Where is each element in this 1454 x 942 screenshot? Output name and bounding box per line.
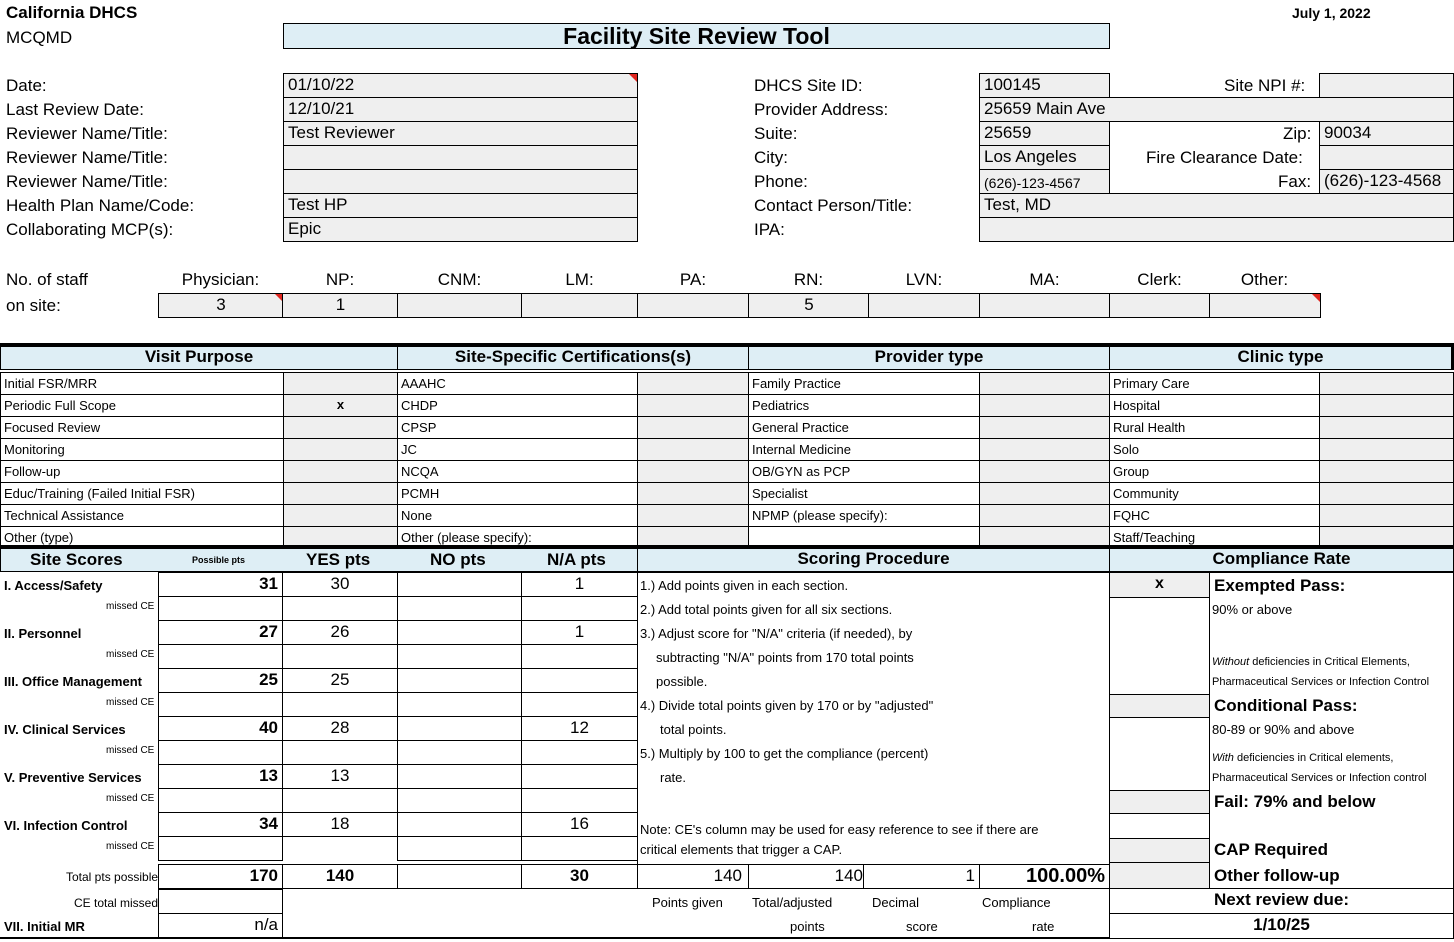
provider-type-item-label: General Practice: [748, 416, 980, 439]
form-title: Facility Site Review Tool: [283, 23, 1110, 49]
fax-label: Fax:: [1278, 172, 1312, 191]
date-field[interactable]: 01/10/22: [283, 73, 638, 98]
section-preventive-missed-field[interactable]: [158, 788, 283, 813]
fax-field[interactable]: (626)-123-4568: [1319, 169, 1454, 194]
certification-item-label: Other (please specify):: [397, 526, 638, 549]
exempted-pass-sub: 90% or above: [1212, 602, 1293, 617]
visit-purpose-item-label: Focused Review: [0, 416, 284, 439]
section-office-possible: 25: [158, 668, 283, 693]
fire-clearance-field[interactable]: [1319, 145, 1454, 170]
ce-total-field[interactable]: [158, 889, 283, 914]
next-review-label: Next review due:: [1109, 888, 1454, 914]
section-access-missed-label: missed CE: [106, 601, 155, 612]
section-personnel-yes[interactable]: 26: [282, 620, 398, 645]
visit-purpose-item-label: Monitoring: [0, 438, 284, 461]
contact-field[interactable]: Test, MD: [979, 193, 1454, 218]
staff-count-np[interactable]: 1: [282, 293, 399, 318]
certification-checkbox[interactable]: [637, 372, 749, 395]
total-adjusted-value: 140: [748, 864, 864, 889]
staff-role-rn-label: RN:: [793, 270, 824, 289]
section-personnel-missed-no: [397, 644, 522, 669]
section-infection-missed-field[interactable]: [158, 836, 283, 861]
npi-field[interactable]: [1319, 73, 1454, 98]
cap-required-label: CAP Required: [1214, 840, 1328, 859]
suite-field[interactable]: 25659: [979, 121, 1110, 146]
phone-label: Phone:: [754, 172, 808, 191]
visit-purpose-checkbox[interactable]: [283, 438, 398, 461]
provider-type-checkbox[interactable]: [979, 416, 1110, 439]
compliance-caption-2: rate: [1032, 919, 1055, 934]
staff-role-lm-label: LM:: [565, 270, 594, 289]
section-personnel-name: II. Personnel: [4, 626, 82, 641]
visit-purpose-checkbox[interactable]: [283, 416, 398, 439]
clinic-type-checkbox[interactable]: [1319, 416, 1454, 439]
clinic-type-item-label: Staff/Teaching: [1109, 526, 1320, 549]
exempted-pass-spacer: [1109, 597, 1210, 695]
provider-type-checkbox[interactable]: [979, 372, 1110, 395]
section-preventive-name: V. Preventive Services: [4, 770, 142, 785]
visit-purpose-item-label: Technical Assistance: [0, 504, 284, 527]
total-na-value: 30: [521, 864, 638, 889]
total-adjusted-caption-1: Total/adjusted: [752, 895, 833, 910]
section-access-missed-no: [397, 596, 522, 621]
decimal-caption-1: Decimal: [872, 895, 919, 910]
certification-checkbox[interactable]: [637, 438, 749, 461]
scoring-procedure-header: Scoring Procedure: [637, 548, 1110, 572]
fire-clearance-label: Fire Clearance Date:: [1146, 148, 1303, 167]
staff-count-pa[interactable]: [637, 293, 750, 318]
visit-purpose-item-label: Educ/Training (Failed Initial FSR): [0, 482, 284, 505]
decimal-caption-2: score: [906, 919, 938, 934]
section-office-yes[interactable]: 25: [282, 668, 398, 693]
section-infection-missed-no: [397, 836, 522, 861]
visit-purpose-item-label: Follow-up: [0, 460, 284, 483]
section-office-na[interactable]: [521, 668, 638, 693]
section-infection-yes[interactable]: 18: [282, 812, 398, 837]
section-clinical-yes[interactable]: 28: [282, 716, 398, 741]
fail-label: Fail: 79% and below: [1214, 792, 1376, 811]
section-clinical-possible: 40: [158, 716, 283, 741]
staff-label-1: No. of staff: [6, 270, 88, 289]
staff-count-physician[interactable]: 3: [158, 293, 284, 318]
certification-item-label: AAAHC: [397, 372, 638, 395]
na-pts-header: N/A pts: [547, 550, 606, 569]
provider-type-item-label: NPMP (please specify):: [748, 504, 980, 527]
health-plan-label: Health Plan Name/Code:: [6, 196, 195, 215]
staff-count-other[interactable]: [1209, 293, 1321, 318]
visit-purpose-checkbox[interactable]: [283, 372, 398, 395]
certification-checkbox[interactable]: [637, 482, 749, 505]
section-infection-missed-na: [521, 836, 638, 861]
procedure-step-4: 4.) Divide total points given by 170 or by "adjusted": [640, 698, 934, 713]
visit-purpose-item-label: Other (type): [0, 526, 284, 549]
clinic-type-checkbox[interactable]: [1319, 482, 1454, 505]
visit-purpose-checkbox[interactable]: [283, 460, 398, 483]
section-clinical-missed-field[interactable]: [158, 740, 283, 765]
visit-purpose-header: Visit Purpose: [0, 346, 398, 370]
clinic-type-checkbox[interactable]: [1319, 438, 1454, 461]
without-deficiencies-line-2: Pharmaceutical Services or Infection Control: [1212, 676, 1430, 688]
certification-item-label: None: [397, 504, 638, 527]
section-infection-no[interactable]: [397, 812, 522, 837]
other-followup-label: Other follow-up: [1214, 866, 1340, 885]
section-personnel-possible: 27: [158, 620, 283, 645]
section-office-missed-na: [521, 692, 638, 717]
section-infection-na[interactable]: 16: [521, 812, 638, 837]
conditional-pass-checkbox[interactable]: [1109, 694, 1210, 718]
site-id-label: DHCS Site ID:: [754, 76, 863, 95]
reviewer-label-3: Reviewer Name/Title:: [6, 172, 168, 191]
clinic-type-checkbox[interactable]: [1319, 394, 1454, 417]
clinic-type-item-label: Rural Health: [1109, 416, 1320, 439]
staff-count-clerk[interactable]: [1109, 293, 1211, 318]
last-review-field[interactable]: 12/10/21: [283, 97, 638, 122]
procedure-step-5b: rate.: [660, 770, 687, 785]
certification-checkbox[interactable]: [637, 394, 749, 417]
suite-label: Suite:: [754, 124, 798, 143]
provider-type-item-label: Internal Medicine: [748, 438, 980, 461]
ipa-field[interactable]: [979, 217, 1454, 242]
dept-name: MCQMD: [6, 28, 73, 47]
visit-purpose-checkbox[interactable]: [283, 504, 398, 527]
staff-count-ma[interactable]: [979, 293, 1111, 318]
npi-label: Site NPI #:: [1224, 76, 1306, 95]
mcp-field[interactable]: Epic: [283, 217, 638, 242]
staff-label-2: on site:: [6, 296, 61, 315]
procedure-step-3b: subtracting "N/A" points from 170 total points: [656, 650, 914, 665]
with-deficiencies-line-2: Pharmaceutical Services or Infection control: [1212, 772, 1427, 784]
section-infection-missed-label: missed CE: [106, 841, 155, 852]
clinic-type-checkbox[interactable]: [1319, 504, 1454, 527]
provider-type-item-label: Specialist: [748, 482, 980, 505]
staff-count-cnm[interactable]: [397, 293, 523, 318]
without-deficiencies-line-1: Without deficiencies in Critical Elements,: [1212, 656, 1410, 668]
visit-purpose-checkbox[interactable]: x: [283, 394, 398, 417]
next-review-date[interactable]: 1/10/25: [1109, 913, 1454, 939]
fail-spacer: [1109, 813, 1210, 839]
compliance-rate-header: Compliance Rate: [1109, 548, 1454, 572]
conditional-pass-label: Conditional Pass:: [1214, 696, 1358, 715]
section-access-yes[interactable]: 30: [282, 572, 398, 597]
staff-role-pa-label: PA:: [679, 270, 707, 289]
certification-checkbox[interactable]: [637, 460, 749, 483]
section-preventive-possible: 13: [158, 764, 283, 789]
section-preventive-na[interactable]: [521, 764, 638, 789]
provider-type-checkbox[interactable]: [979, 482, 1110, 505]
clinic-type-checkbox[interactable]: [1319, 372, 1454, 395]
visit-purpose-item-label: Initial FSR/MRR: [0, 372, 284, 395]
procedure-note-2: critical elements that trigger a CAP.: [640, 842, 843, 857]
total-no-value: [397, 864, 522, 889]
section-infection-possible: 34: [158, 812, 283, 837]
provider-type-item-label: OB/GYN as PCP: [748, 460, 980, 483]
staff-role-other-label: Other:: [1240, 270, 1289, 289]
exempted-pass-checkbox[interactable]: x: [1109, 572, 1210, 598]
clinic-type-checkbox[interactable]: [1319, 460, 1454, 483]
conditional-pass-spacer: [1109, 717, 1210, 791]
health-plan-field[interactable]: Test HP: [283, 193, 638, 218]
staff-count-rn[interactable]: 5: [748, 293, 870, 318]
no-pts-header: NO pts: [430, 550, 486, 569]
cap-required-checkbox[interactable]: [1109, 838, 1210, 863]
total-possible-value: 170: [158, 864, 283, 889]
procedure-step-2: 2.) Add total points given for all six sections.: [640, 602, 893, 617]
compliance-caption-1: Compliance: [982, 895, 1051, 910]
reviewer-label-2: Reviewer Name/Title:: [6, 148, 168, 167]
conditional-pass-sub: 80-89 or 90% and above: [1212, 722, 1355, 737]
provider-type-checkbox[interactable]: [979, 394, 1110, 417]
procedure-step-4b: total points.: [660, 722, 727, 737]
form-version-date: July 1, 2022: [1292, 5, 1371, 21]
certification-checkbox[interactable]: [637, 416, 749, 439]
compliance-rate-value: 100.00%: [979, 864, 1110, 889]
section-clinical-missed-na: [521, 740, 638, 765]
section-preventive-missed-label: missed CE: [106, 793, 155, 804]
clinic-type-item-label: Community: [1109, 482, 1320, 505]
staff-role-lvn-label: LVN:: [905, 270, 943, 289]
staff-role-ma-label: MA:: [1029, 270, 1060, 289]
points-given-caption: Points given: [652, 895, 723, 910]
section-infection-name: VI. Infection Control: [4, 818, 128, 833]
provider-type-checkbox[interactable]: [979, 438, 1110, 461]
total-yes-value: 140: [282, 864, 398, 889]
provider-type-item-label: Family Practice: [748, 372, 980, 395]
city-field[interactable]: Los Angeles: [979, 145, 1110, 170]
staff-role-physician-label: Physician:: [181, 270, 260, 289]
section-clinical-name: IV. Clinical Services: [4, 722, 126, 737]
certification-item-label: CHDP: [397, 394, 638, 417]
ipa-label: IPA:: [754, 220, 785, 239]
certification-item-label: PCMH: [397, 482, 638, 505]
section-access-missed-na: [521, 596, 638, 621]
city-label: City:: [754, 148, 788, 167]
other-followup-checkbox[interactable]: [1109, 862, 1210, 889]
reviewer-field-2[interactable]: [283, 145, 638, 170]
section-personnel-missed-na: [521, 644, 638, 669]
section-office-missed-no: [397, 692, 522, 717]
clinic-type-header: Clinic type: [1109, 346, 1454, 370]
staff-role-np-label: NP:: [325, 270, 355, 289]
last-review-label: Last Review Date:: [6, 100, 144, 119]
provider-type-header: Provider type: [748, 346, 1110, 370]
date-label: Date:: [6, 76, 47, 95]
site-id-field[interactable]: 100145: [979, 73, 1110, 98]
clinic-type-item-label: Primary Care: [1109, 372, 1320, 395]
section-access-missed-field[interactable]: [158, 596, 283, 621]
section-office-missed-label: missed CE: [106, 697, 155, 708]
section-office-no[interactable]: [397, 668, 522, 693]
reviewer-field-1[interactable]: Test Reviewer: [283, 121, 638, 146]
address-field[interactable]: 25659 Main Ave: [979, 97, 1454, 122]
staff-count-lm[interactable]: [521, 293, 639, 318]
provider-type-checkbox[interactable]: [979, 504, 1110, 527]
ce-total-label: CE total missed: [74, 896, 159, 910]
clinic-type-item-label: Group: [1109, 460, 1320, 483]
total-adjusted-caption-2: points: [790, 919, 825, 934]
section-preventive-yes[interactable]: 13: [282, 764, 398, 789]
points-given-value: 140: [637, 864, 749, 889]
section-access-name: I. Access/Safety: [4, 578, 103, 593]
procedure-step-5: 5.) Multiply by 100 to get the compliance (percent): [640, 746, 929, 761]
certification-item-label: JC: [397, 438, 638, 461]
section-access-na[interactable]: 1: [521, 572, 638, 597]
procedure-step-3c: possible.: [656, 674, 708, 689]
section-personnel-missed-field[interactable]: [158, 644, 283, 669]
visit-purpose-checkbox[interactable]: [283, 482, 398, 505]
zip-field[interactable]: 90034: [1319, 121, 1454, 146]
reviewer-label-1: Reviewer Name/Title:: [6, 124, 168, 143]
exempted-pass-label: Exempted Pass:: [1214, 576, 1346, 595]
certification-item-label: CPSP: [397, 416, 638, 439]
section-clinical-na[interactable]: 12: [521, 716, 638, 741]
section-office-name: III. Office Management: [4, 674, 142, 689]
certification-checkbox[interactable]: [637, 504, 749, 527]
staff-count-lvn[interactable]: [868, 293, 981, 318]
staff-role-cnm-label: CNM:: [437, 270, 482, 289]
initial-mr-label: VII. Initial MR: [4, 919, 85, 934]
section-access-no[interactable]: [397, 572, 522, 597]
certifications-header: Site-Specific Certifications(s): [397, 346, 749, 370]
org-name: California DHCS: [6, 3, 138, 22]
mcp-label: Collaborating MCP(s):: [6, 220, 174, 239]
provider-type-checkbox[interactable]: [979, 460, 1110, 483]
section-access-possible: 31: [158, 572, 283, 597]
section-clinical-no[interactable]: [397, 716, 522, 741]
section-clinical-missed-no: [397, 740, 522, 765]
clinic-type-item-label: Hospital: [1109, 394, 1320, 417]
section-personnel-no[interactable]: [397, 620, 522, 645]
possible-pts-header: Possible pts: [192, 555, 246, 565]
clinic-type-item-label: FQHC: [1109, 504, 1320, 527]
initial-mr-value: n/a: [158, 913, 283, 938]
yes-pts-header: YES pts: [306, 550, 371, 569]
section-preventive-missed-no: [397, 788, 522, 813]
with-deficiencies-line-1: With deficiencies in Critical elements,: [1212, 752, 1394, 764]
total-pts-label: Total pts possible: [66, 870, 159, 884]
site-scores-title: Site Scores: [30, 550, 123, 569]
provider-type-item-label: Pediatrics: [748, 394, 980, 417]
section-preventive-no[interactable]: [397, 764, 522, 789]
procedure-step-1: 1.) Add points given in each section.: [640, 578, 849, 593]
staff-role-clerk-label: Clerk:: [1137, 270, 1182, 289]
section-preventive-missed-na: [521, 788, 638, 813]
decimal-score-value: 1: [863, 864, 980, 889]
visit-purpose-item-label: Periodic Full Scope: [0, 394, 284, 417]
contact-label: Contact Person/Title:: [754, 196, 913, 215]
procedure-note-1: Note: CE's column may be used for easy reference to see if there are: [640, 822, 1039, 837]
zip-label: Zip:: [1283, 124, 1312, 143]
fail-checkbox[interactable]: [1109, 790, 1210, 814]
procedure-step-3: 3.) Adjust score for "N/A" criteria (if needed), by: [640, 626, 913, 641]
section-clinical-missed-label: missed CE: [106, 745, 155, 756]
address-label: Provider Address:: [754, 100, 889, 119]
reviewer-field-3[interactable]: [283, 169, 638, 194]
section-personnel-missed-label: missed CE: [106, 649, 155, 660]
section-office-missed-field[interactable]: [158, 692, 283, 717]
phone-field[interactable]: (626)-123-4567: [979, 169, 1110, 194]
section-personnel-na[interactable]: 1: [521, 620, 638, 645]
certification-item-label: NCQA: [397, 460, 638, 483]
clinic-type-item-label: Solo: [1109, 438, 1320, 461]
